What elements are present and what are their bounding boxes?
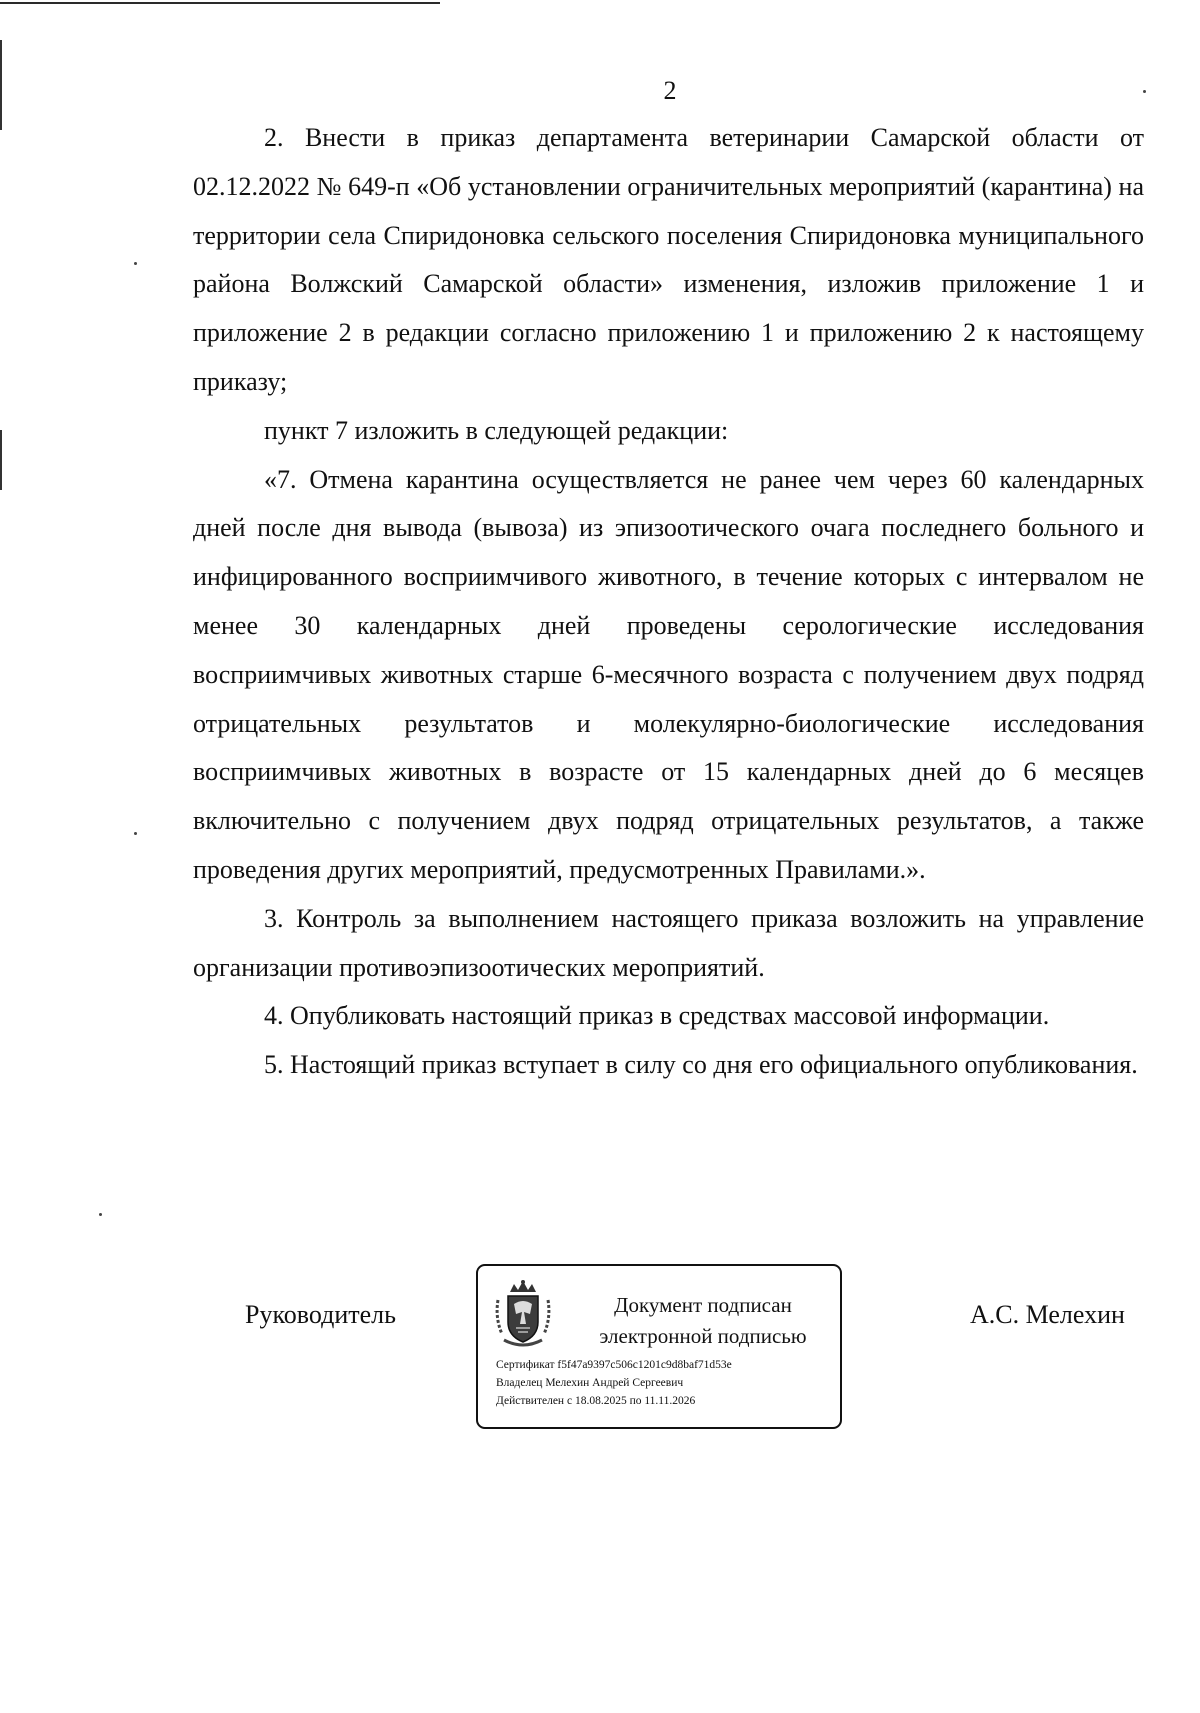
stamp-details <box>496 1356 836 1410</box>
stamp-heading-line-2: электронной подписью <box>599 1324 807 1348</box>
electronic-signature-stamp <box>476 1264 842 1429</box>
paragraph-2-amend-order: 2. Внести в приказ департамента ветеринарии Самарской области от 02.12.2022 № 649-п «Об установлении ограничительных мероприятий (карантина) на территории села Спиридоновка сельского поселения Спиридоновка муниципального района Волжский Самарской области» изменения, изложив приложение 1 и приложение 2 в редакции согласно приложению 1 и приложению 2 к настоящему приказу; <box>193 123 1144 396</box>
stamp-validity: Действителен с 18.08.2025 по 11.11.2026 <box>496 1395 696 1407</box>
coat-of-arms-icon <box>494 1278 552 1350</box>
paragraph-4-publish: 4. Опубликовать настоящий приказ в средствах массовой информации. <box>264 1001 1050 1031</box>
stamp-heading-line-1: Документ подписан <box>614 1293 792 1317</box>
document-body <box>193 114 1144 1090</box>
scan-speck <box>134 262 137 265</box>
scan-speck <box>134 832 137 835</box>
stamp-owner: Владелец Мелехин Андрей Сергеевич <box>496 1377 684 1389</box>
signatory-position: Руководитель <box>245 1300 396 1329</box>
paragraph-item-7-intro: пункт 7 изложить в следующей редакции: <box>264 415 729 445</box>
paragraph-5-effective: 5. Настоящий приказ вступает в силу со дня его официального опубликования. <box>264 1050 1138 1080</box>
stamp-certificate: Сертификат f5f47a9397c506c1201c9d8baf71d53e <box>496 1359 732 1371</box>
stamp-heading <box>578 1290 828 1352</box>
scan-speck <box>99 1213 102 1216</box>
signatory-name: А.С. Мелехин <box>970 1300 1125 1329</box>
paragraph-item-7-text: «7. Отмена карантина осуществляется не ранее чем через 60 календарных дней после дня вывода (вывоза) из эпизоотического очага последнего больного и инфицированного восприимчивого животного, в течение которых с интервалом не менее 30 календарных дней проведены серологические исследования восприимчивых животных старше 6-месячного возраста с получением двух подряд отрицательных результатов и молекулярно-биологические исследования восприимчивых животных в возрасте от 15 календарных дней до 6 месяцев включительно с получением двух подряд отрицательных результатов, а также проведения других мероприятий, предусмотренных Правилами.». <box>193 464 1144 884</box>
paragraph-3-control: 3. Контроль за выполнением настоящего приказа возложить на управление организации противоэпизоотических мероприятий. <box>193 903 1144 982</box>
scan-artifact-left-edge <box>0 430 2 490</box>
signature-block <box>0 1264 1200 1434</box>
scan-artifact-top-line <box>0 2 440 4</box>
page-number: 2 <box>663 76 677 105</box>
